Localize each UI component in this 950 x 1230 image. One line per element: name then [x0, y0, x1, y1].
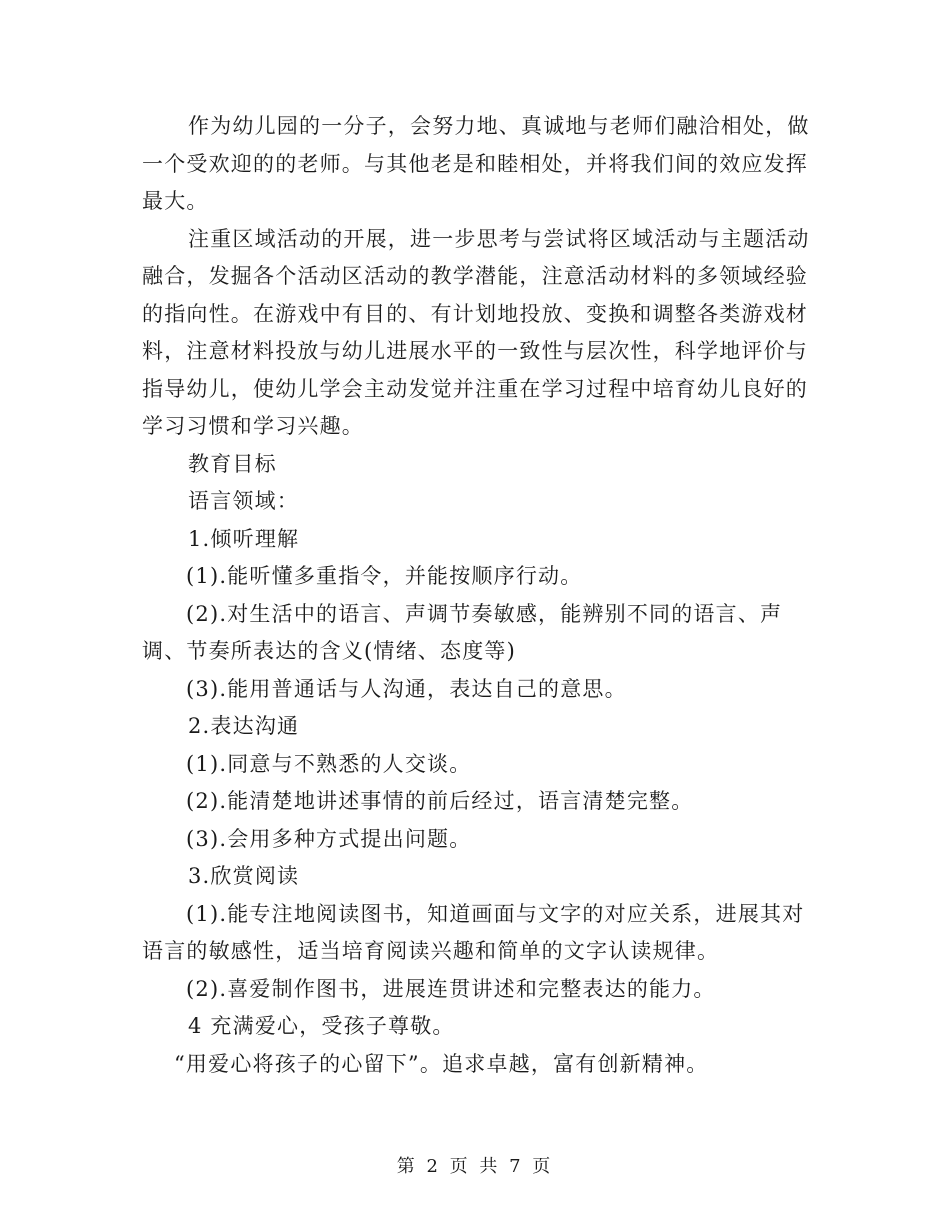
listening-item-2: (2).对生活中的语言、声调节奏敏感，能辨别不同的语言、声调、节奏所表达的含义(情绪、态度等)	[142, 601, 783, 663]
reading-item-1: (1).能专注地阅读图书，知道画面与文字的对应关系，进展其对语言的敏感性，适当培育阅读兴趣和简单的文字认读规律。	[142, 901, 805, 963]
paragraph-teamwork: 作为幼儿园的一分子，会努力地、真诚地与老师们融洽相处，做一个受欢迎的的老师。与其他老是和睦相处，并将我们间的效应发挥最大。	[142, 114, 810, 213]
listening-item-1: (1).能听懂多重指令，并能按顺序行动。	[186, 564, 583, 588]
section-expression-title: 2.表达沟通	[188, 714, 300, 738]
document-body	[142, 108, 810, 1083]
expression-item-1: (1).同意与不熟悉的人交谈。	[186, 751, 472, 776]
quote-line: “用爱心将孩子的心留下”。追求卓越，富有创新精神。	[174, 1051, 709, 1076]
listening-item-3: (3).能用普通话与人沟通，表达自己的意思。	[186, 676, 627, 701]
reading-item-2: (2).喜爱制作图书，进展连贯讲述和完整表达的能力。	[186, 976, 716, 1001]
expression-item-2: (2).能清楚地讲述事情的前后经过，语言清楚完整。	[186, 789, 694, 813]
paragraph-area-activities: 注重区域活动的开展，进一步思考与尝试将区域活动与主题活动融合，发掘各个活动区活动的教学潜能，注意活动材料的多领域经验的指向性。在游戏中有目的、有计划地投放、变换和调整各类游戏材料，注意材料投放与幼儿进展水平的一致性与层次性，科学地评价与指导幼儿，使幼儿学会主动发觉并注重在学习过程中培育幼儿良好的学习习惯和学习兴趣。	[142, 226, 810, 438]
heading-language-domain: 语言领域：	[188, 489, 299, 513]
page-number-footer: 第 2 页 共 7 页	[396, 1156, 554, 1177]
section-listening-title: 1.倾听理解	[188, 526, 300, 551]
expression-item-3: (3).会用多种方式提出问题。	[186, 826, 472, 851]
heading-education-goals: 教育目标	[188, 451, 277, 476]
section-love-line: 4 充满爱心，受孩子尊敬。	[188, 1014, 455, 1038]
section-reading-title: 3.欣赏阅读	[188, 864, 300, 888]
